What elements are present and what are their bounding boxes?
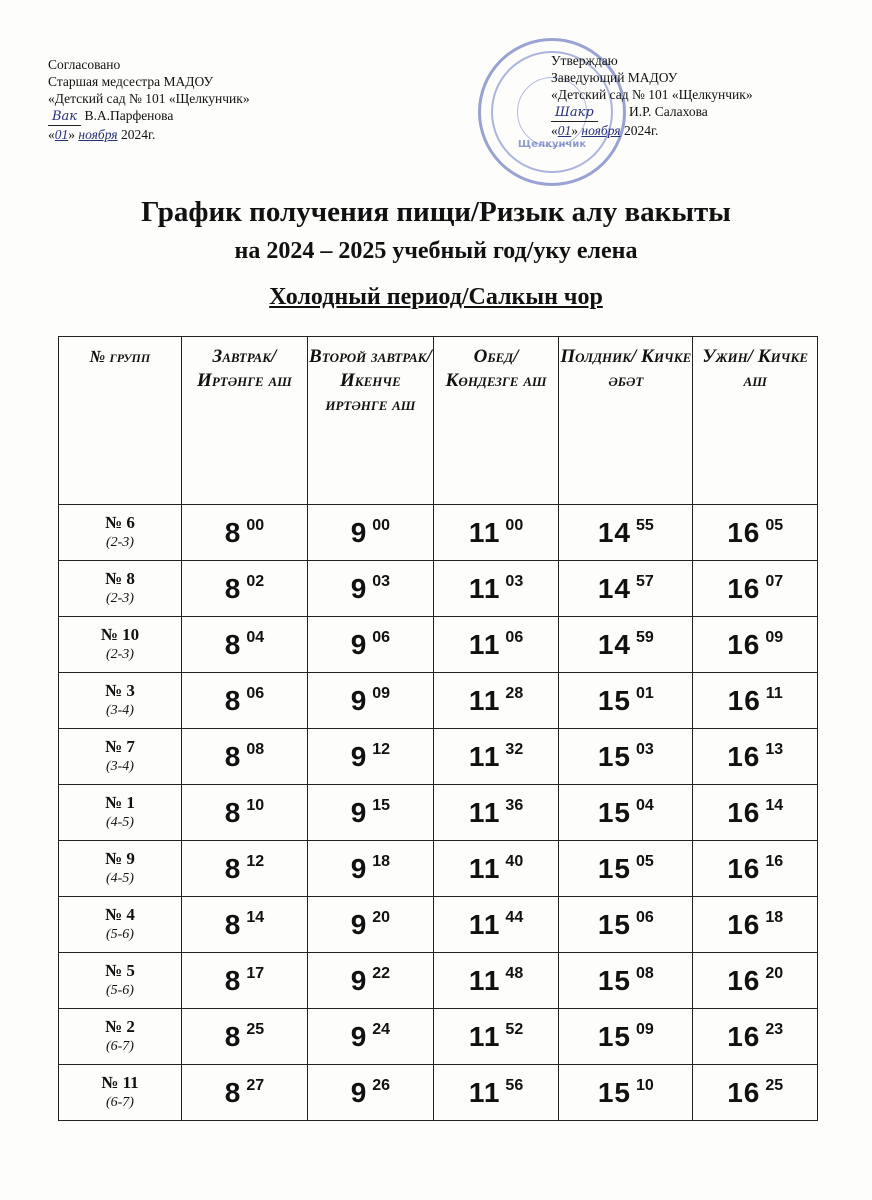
title-line-1: График получения пищи/Ризык алу вакыты xyxy=(141,196,731,228)
group-number: № 6 xyxy=(105,512,135,532)
time-cell xyxy=(559,897,693,953)
time-hour: 16 xyxy=(727,572,761,604)
group-number: № 1 xyxy=(105,792,135,812)
time-minutes: 44 xyxy=(505,908,524,926)
time-minutes: 22 xyxy=(372,964,391,982)
time-cell xyxy=(307,1065,433,1121)
time-cell xyxy=(693,729,818,785)
time-minutes: 12 xyxy=(246,852,265,870)
header-group: № групп xyxy=(59,337,182,505)
table-row xyxy=(59,1009,818,1065)
time-minutes: 56 xyxy=(505,1076,524,1094)
time-cell xyxy=(433,561,558,617)
time-minutes: 25 xyxy=(765,1076,784,1094)
time-cell xyxy=(433,953,558,1009)
time-minutes: 00 xyxy=(505,516,524,534)
time-hour: 14 xyxy=(597,628,631,660)
table-row xyxy=(59,617,818,673)
time-minutes: 00 xyxy=(372,516,391,534)
approval-right-line3: «Детский сад № 101 «Щелкунчик» xyxy=(551,87,753,102)
table-row xyxy=(59,505,818,561)
time-minutes: 32 xyxy=(505,740,524,758)
time-hour: 8 xyxy=(224,1076,242,1108)
group-number: № 5 xyxy=(105,960,135,980)
time-minutes: 09 xyxy=(372,684,391,702)
time-minutes: 11 xyxy=(765,684,783,702)
time-hour: 8 xyxy=(224,516,242,548)
time-hour: 8 xyxy=(224,964,242,996)
time-cell xyxy=(433,729,558,785)
time-hour: 15 xyxy=(597,684,631,716)
time-cell xyxy=(693,673,818,729)
time-hour: 8 xyxy=(224,628,242,660)
time-minutes: 05 xyxy=(635,852,654,870)
time-hour: 11 xyxy=(468,1076,501,1108)
group-cell xyxy=(59,673,182,729)
time-cell xyxy=(433,617,558,673)
header-breakfast: Завтрак/ Иртәнге аш xyxy=(181,337,307,505)
time-minutes: 18 xyxy=(765,908,784,926)
time-hour: 9 xyxy=(350,964,368,996)
time-hour: 8 xyxy=(224,1020,242,1052)
header-lunch: Обед/ Көндезге аш xyxy=(433,337,558,505)
time-minutes: 05 xyxy=(765,516,784,534)
group-cell xyxy=(59,1009,182,1065)
time-cell xyxy=(307,505,433,561)
time-cell xyxy=(181,1065,307,1121)
time-minutes: 25 xyxy=(246,1020,265,1038)
group-cell xyxy=(59,841,182,897)
time-hour: 15 xyxy=(597,796,631,828)
table-row xyxy=(59,673,818,729)
header-second-breakfast: Второй завтрак/ Икенче иртәнге аш xyxy=(307,337,433,505)
table-row xyxy=(59,729,818,785)
approval-right-line1: Утверждаю xyxy=(551,53,618,68)
approval-left-date-day: 01 xyxy=(54,127,69,142)
group-age: (6-7) xyxy=(105,1094,134,1110)
time-hour: 15 xyxy=(597,908,631,940)
meal-schedule-table xyxy=(58,336,818,1121)
time-minutes: 02 xyxy=(246,572,265,590)
approval-right-date-month: ноября xyxy=(581,123,621,138)
approval-left-date-year: 2024г. xyxy=(120,127,156,142)
time-hour: 16 xyxy=(727,964,761,996)
time-minutes: 09 xyxy=(635,1020,654,1038)
time-cell xyxy=(559,729,693,785)
time-hour: 11 xyxy=(468,964,501,996)
time-minutes: 06 xyxy=(635,908,654,926)
time-hour: 14 xyxy=(597,516,631,548)
group-age: (5-6) xyxy=(105,982,134,998)
group-number: № 11 xyxy=(101,1072,139,1092)
time-cell xyxy=(181,841,307,897)
time-cell xyxy=(307,673,433,729)
approval-left-line2: Старшая медсестра МАДОУ xyxy=(48,74,213,89)
time-cell xyxy=(181,561,307,617)
time-minutes: 59 xyxy=(635,628,654,646)
time-cell xyxy=(307,785,433,841)
approval-block-left xyxy=(48,56,250,143)
time-hour: 16 xyxy=(727,684,761,716)
group-number: № 7 xyxy=(105,736,135,756)
time-hour: 14 xyxy=(597,572,631,604)
time-minutes: 03 xyxy=(505,572,524,590)
group-number: № 4 xyxy=(105,904,135,924)
approval-right-signature-line xyxy=(551,103,753,122)
time-cell xyxy=(181,505,307,561)
time-minutes: 03 xyxy=(635,740,654,758)
table-row xyxy=(59,897,818,953)
time-cell xyxy=(433,841,558,897)
time-minutes: 24 xyxy=(372,1020,391,1038)
approval-right-date: «01» ноября 2024г. xyxy=(551,123,659,138)
group-number: № 2 xyxy=(105,1016,135,1036)
time-minutes: 04 xyxy=(635,796,654,814)
table-row xyxy=(59,561,818,617)
time-hour: 9 xyxy=(350,1076,368,1108)
time-cell xyxy=(559,1065,693,1121)
approval-right-date-year: 2024г. xyxy=(623,123,659,138)
time-hour: 15 xyxy=(597,964,631,996)
group-age: (2-3) xyxy=(105,534,134,550)
time-minutes: 04 xyxy=(246,628,265,646)
time-hour: 9 xyxy=(350,852,368,884)
group-cell xyxy=(59,729,182,785)
time-cell xyxy=(693,561,818,617)
approval-right-line2: Заведующий МАДОУ xyxy=(551,70,678,85)
time-cell xyxy=(433,785,558,841)
time-hour: 16 xyxy=(727,796,761,828)
group-age: (3-4) xyxy=(105,702,134,718)
time-hour: 11 xyxy=(468,516,501,548)
time-hour: 11 xyxy=(468,796,501,828)
time-cell xyxy=(307,729,433,785)
time-hour: 11 xyxy=(468,684,501,716)
time-minutes: 40 xyxy=(505,852,524,870)
time-cell xyxy=(433,897,558,953)
time-hour: 16 xyxy=(727,852,761,884)
time-minutes: 18 xyxy=(372,852,391,870)
time-minutes: 14 xyxy=(246,908,265,926)
time-minutes: 13 xyxy=(765,740,784,758)
time-minutes: 06 xyxy=(505,628,524,646)
time-cell xyxy=(433,505,558,561)
time-cell xyxy=(559,841,693,897)
group-cell xyxy=(59,617,182,673)
approval-right-date-day: 01 xyxy=(557,123,572,138)
time-cell xyxy=(433,1009,558,1065)
time-minutes: 03 xyxy=(372,572,391,590)
time-hour: 16 xyxy=(727,628,761,660)
time-cell xyxy=(181,785,307,841)
group-number: № 9 xyxy=(105,848,135,868)
approval-left-line3: «Детский сад № 101 «Щелкунчик» xyxy=(48,91,250,106)
group-cell xyxy=(59,1065,182,1121)
time-cell xyxy=(559,561,693,617)
group-cell xyxy=(59,561,182,617)
approval-left-date-month: ноября xyxy=(78,127,118,142)
time-hour: 9 xyxy=(350,628,368,660)
time-cell xyxy=(559,785,693,841)
group-age: (6-7) xyxy=(105,1038,134,1054)
time-minutes: 57 xyxy=(635,572,654,590)
time-cell xyxy=(307,561,433,617)
time-minutes: 08 xyxy=(635,964,654,982)
time-minutes: 26 xyxy=(372,1076,391,1094)
group-age: (4-5) xyxy=(105,870,134,886)
time-cell xyxy=(693,1009,818,1065)
group-cell xyxy=(59,505,182,561)
time-hour: 11 xyxy=(468,1020,501,1052)
table-row xyxy=(59,953,818,1009)
approval-block-right xyxy=(551,52,753,139)
time-cell xyxy=(181,617,307,673)
time-hour: 11 xyxy=(468,628,501,660)
time-hour: 9 xyxy=(350,516,368,548)
approval-right-signature: Шакр xyxy=(551,104,598,122)
time-cell xyxy=(433,1065,558,1121)
time-cell xyxy=(307,841,433,897)
time-hour: 16 xyxy=(727,516,761,548)
time-hour: 11 xyxy=(468,852,501,884)
time-cell xyxy=(307,897,433,953)
time-cell xyxy=(181,729,307,785)
approval-right-name: И.Р. Салахова xyxy=(629,104,708,119)
time-hour: 8 xyxy=(224,796,242,828)
approval-left-name: В.А.Парфенова xyxy=(84,108,174,123)
time-hour: 15 xyxy=(597,1020,631,1052)
time-hour: 9 xyxy=(350,908,368,940)
group-age: (2-3) xyxy=(105,590,134,606)
time-hour: 8 xyxy=(224,684,242,716)
time-cell xyxy=(693,1065,818,1121)
time-minutes: 08 xyxy=(246,740,265,758)
time-cell xyxy=(181,953,307,1009)
time-cell xyxy=(559,673,693,729)
time-cell xyxy=(559,505,693,561)
time-hour: 9 xyxy=(350,796,368,828)
time-minutes: 00 xyxy=(246,516,265,534)
stamp-text: Щелкунчик xyxy=(517,139,587,150)
title-line-2: на 2024 – 2025 учебный год/уку елена xyxy=(234,238,638,264)
time-minutes: 27 xyxy=(246,1076,265,1094)
approval-left-date: «01» ноября 2024г. xyxy=(48,127,156,142)
time-hour: 16 xyxy=(727,908,761,940)
title-period: Холодный период/Салкын чор xyxy=(269,284,603,310)
time-minutes: 12 xyxy=(372,740,391,758)
time-hour: 8 xyxy=(224,852,242,884)
time-hour: 9 xyxy=(350,572,368,604)
time-cell xyxy=(181,673,307,729)
time-cell xyxy=(693,897,818,953)
time-minutes: 14 xyxy=(765,796,784,814)
time-minutes: 06 xyxy=(372,628,391,646)
group-age: (2-3) xyxy=(105,646,134,662)
time-cell xyxy=(181,897,307,953)
group-number: № 10 xyxy=(100,624,140,644)
time-minutes: 17 xyxy=(246,964,265,982)
time-minutes: 01 xyxy=(635,684,654,702)
time-cell xyxy=(559,1009,693,1065)
time-minutes: 48 xyxy=(505,964,524,982)
time-hour: 15 xyxy=(597,740,631,772)
time-minutes: 10 xyxy=(635,1076,654,1094)
approval-left-line1: Согласовано xyxy=(48,57,121,72)
time-cell xyxy=(307,617,433,673)
time-minutes: 20 xyxy=(372,908,391,926)
header-afternoon-snack: Полдник/ Кичке әбәт xyxy=(559,337,693,505)
approval-left-signature: Вак xyxy=(48,108,81,126)
table-row xyxy=(59,841,818,897)
time-hour: 9 xyxy=(350,740,368,772)
time-cell xyxy=(181,1009,307,1065)
time-hour: 8 xyxy=(224,572,242,604)
header-dinner: Ужин/ Кичке аш xyxy=(693,337,818,505)
time-minutes: 07 xyxy=(765,572,784,590)
time-minutes: 15 xyxy=(372,796,391,814)
table-header-row xyxy=(59,337,818,505)
time-minutes: 10 xyxy=(246,796,265,814)
time-hour: 9 xyxy=(350,684,368,716)
time-hour: 15 xyxy=(597,852,631,884)
time-hour: 16 xyxy=(727,740,761,772)
time-minutes: 52 xyxy=(505,1020,524,1038)
time-minutes: 20 xyxy=(765,964,784,982)
time-cell xyxy=(693,953,818,1009)
group-cell xyxy=(59,785,182,841)
group-age: (3-4) xyxy=(105,758,134,774)
time-minutes: 23 xyxy=(765,1020,784,1038)
time-hour: 8 xyxy=(224,740,242,772)
time-minutes: 36 xyxy=(505,796,524,814)
time-minutes: 16 xyxy=(765,852,784,870)
time-cell xyxy=(559,617,693,673)
group-cell xyxy=(59,953,182,1009)
time-cell xyxy=(693,617,818,673)
time-hour: 11 xyxy=(468,740,501,772)
group-cell xyxy=(59,897,182,953)
time-cell xyxy=(559,953,693,1009)
group-number: № 8 xyxy=(105,568,135,588)
time-hour: 11 xyxy=(468,908,501,940)
time-minutes: 09 xyxy=(765,628,784,646)
time-minutes: 55 xyxy=(635,516,654,534)
group-age: (4-5) xyxy=(105,814,134,830)
time-cell xyxy=(693,505,818,561)
time-cell xyxy=(307,1009,433,1065)
time-cell xyxy=(693,841,818,897)
approval-left-signature-line xyxy=(48,107,250,126)
time-cell xyxy=(307,953,433,1009)
time-hour: 9 xyxy=(350,1020,368,1052)
table-row xyxy=(59,785,818,841)
time-minutes: 06 xyxy=(246,684,265,702)
time-hour: 16 xyxy=(727,1020,761,1052)
time-hour: 8 xyxy=(224,908,242,940)
time-minutes: 28 xyxy=(505,684,524,702)
time-hour: 16 xyxy=(727,1076,761,1108)
time-hour: 15 xyxy=(597,1076,631,1108)
table-row xyxy=(59,1065,818,1121)
time-cell xyxy=(693,785,818,841)
time-cell xyxy=(433,673,558,729)
group-number: № 3 xyxy=(105,680,135,700)
time-hour: 11 xyxy=(468,572,501,604)
group-age: (5-6) xyxy=(105,926,134,942)
title-line-3 xyxy=(0,284,872,311)
